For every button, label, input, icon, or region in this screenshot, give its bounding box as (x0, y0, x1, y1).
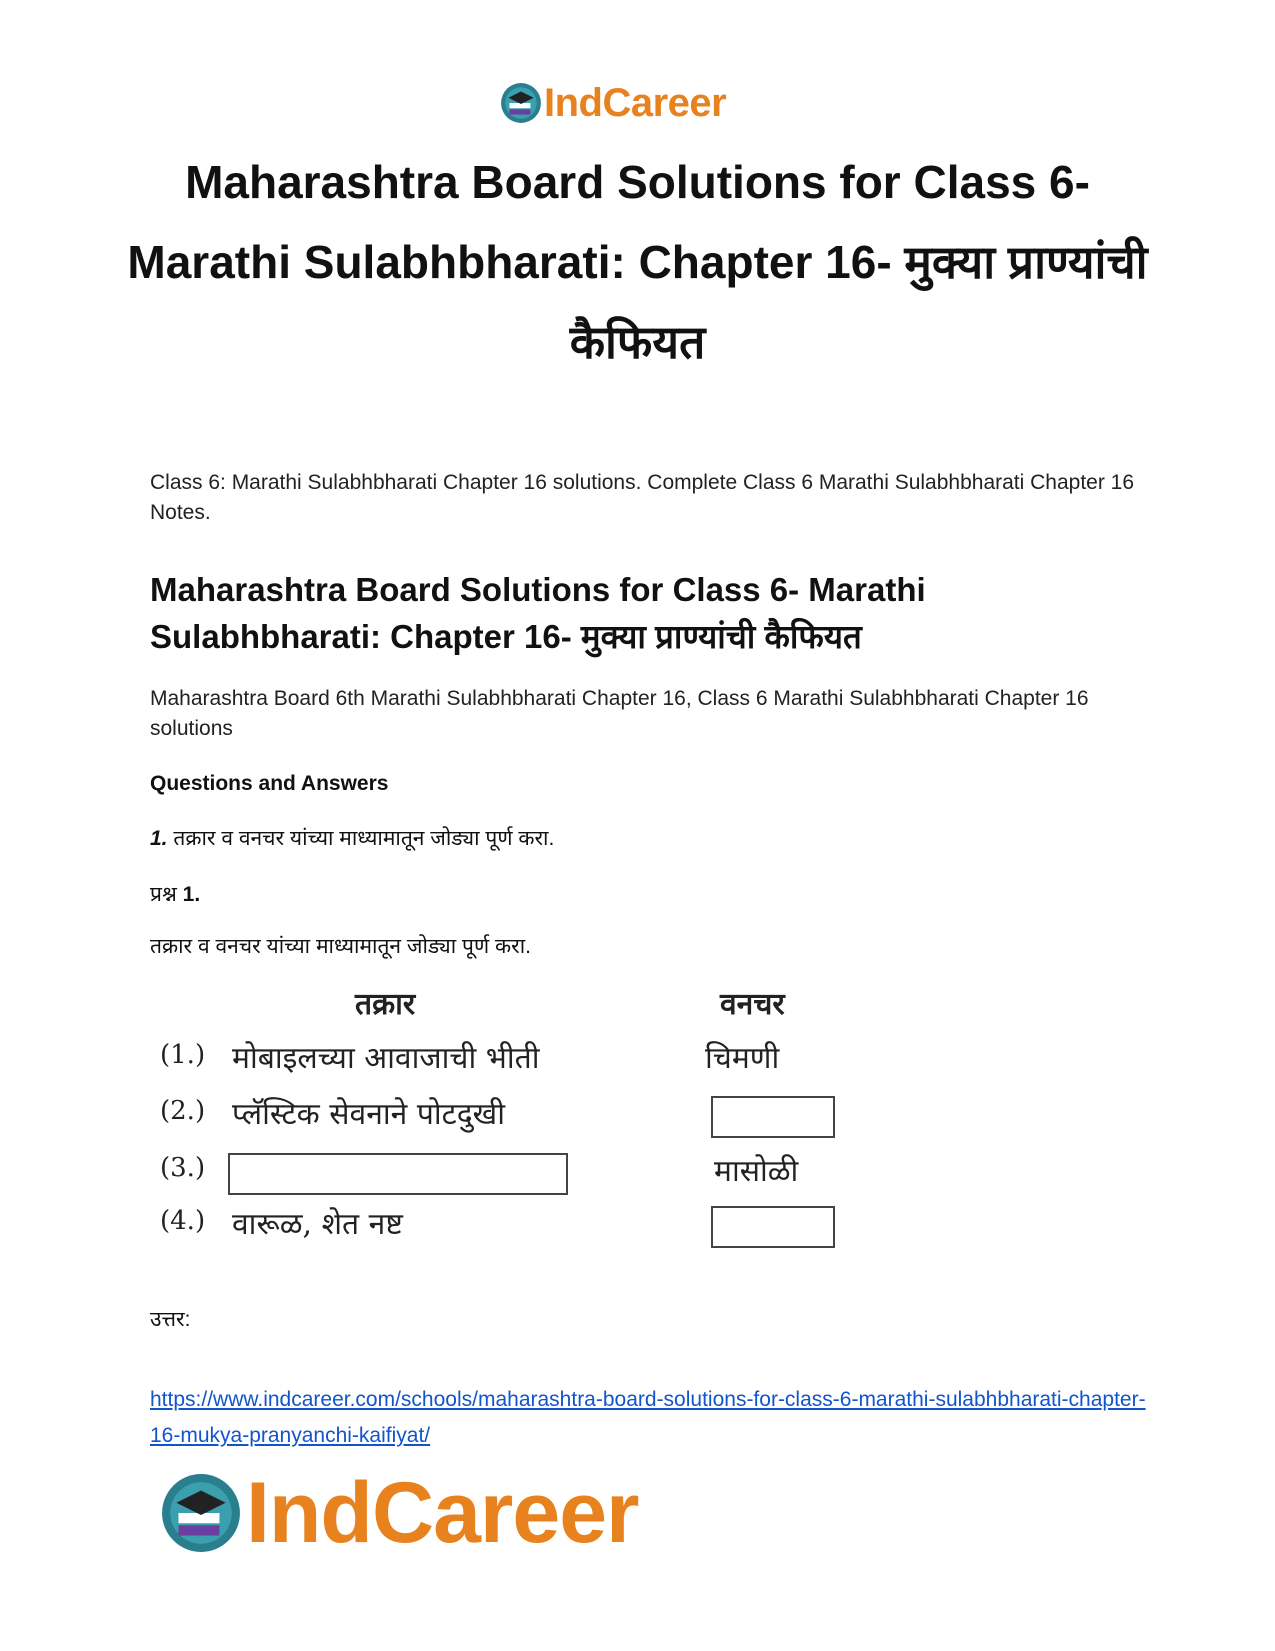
graduation-book-icon (160, 1472, 242, 1554)
row-3-number: (3.) (160, 1153, 206, 1183)
prashn-number: 1. (182, 883, 201, 906)
intro-text: Class 6: Marathi Sulabhbharati Chapter 16 solutions. Complete Class 6 Marathi Sulabhbharati Chapter 16 Notes. (150, 471, 1135, 524)
col2-header: वनचर (720, 987, 785, 1022)
section-heading: Maharashtra Board Solutions for Class 6- Marathi Sulabhbharati: Chapter 16- मुक्या प्राण्यांची कैफियत (150, 571, 926, 655)
qa-heading: Questions and Answers (150, 772, 389, 795)
row-4-number: (4.) (160, 1206, 206, 1236)
logo-text: IndCareer (544, 80, 727, 125)
logo-top (500, 78, 726, 128)
logo-bottom (160, 1464, 639, 1561)
col1-header: तक्रार (355, 987, 416, 1022)
row-1-number: (1.) (160, 1040, 206, 1070)
row-1-complaint: मोबाइलच्या आवाजाची भीती (232, 1041, 540, 1076)
answer-label: उत्तर: (150, 1308, 191, 1331)
row-2-number: (2.) (160, 1096, 206, 1126)
row-1-creature: चिमणी (705, 1041, 780, 1076)
section-subtext: Maharashtra Board 6th Marathi Sulabhbharati Chapter 16, Class 6 Marathi Sulabhbharati Chapter 16 solutions (150, 687, 1089, 740)
row-4-complaint: वारूळ, शेत नष्ट (232, 1207, 403, 1242)
graduation-book-icon (500, 82, 542, 124)
logo-text-large: IndCareer (246, 1464, 639, 1561)
question-1-text: तक्रार व वनचर यांच्या माध्यामातून जोड्या पूर्ण करा. (173, 827, 555, 850)
question-1-number: 1. (150, 827, 168, 850)
row-2-complaint: प्लॅस्टिक सेवनाने पोटदुखी (232, 1097, 505, 1132)
row-2-creature-box (711, 1096, 835, 1138)
question-text: तक्रार व वनचर यांच्या माध्यामातून जोड्या पूर्ण करा. (150, 935, 531, 958)
row-4-creature-box (711, 1206, 835, 1248)
source-link[interactable]: https://www.indcareer.com/schools/maharashtra-board-solutions-for-class-6-marathi-sulabhbharati-chapter-16-mukya-pranyanchi-kaifiyat/ (150, 1388, 1146, 1447)
page-title: Maharashtra Board Solutions for Class 6- Marathi Sulabhbharati: Chapter 16- मुक्या प्राण्यांची कैफियत (127, 156, 1148, 368)
row-3-complaint-box (228, 1153, 568, 1195)
question-1 (150, 824, 554, 852)
prashn-label (150, 880, 200, 908)
row-3-creature: मासोळी (714, 1154, 799, 1189)
prashn-word: प्रश्न (150, 883, 177, 906)
